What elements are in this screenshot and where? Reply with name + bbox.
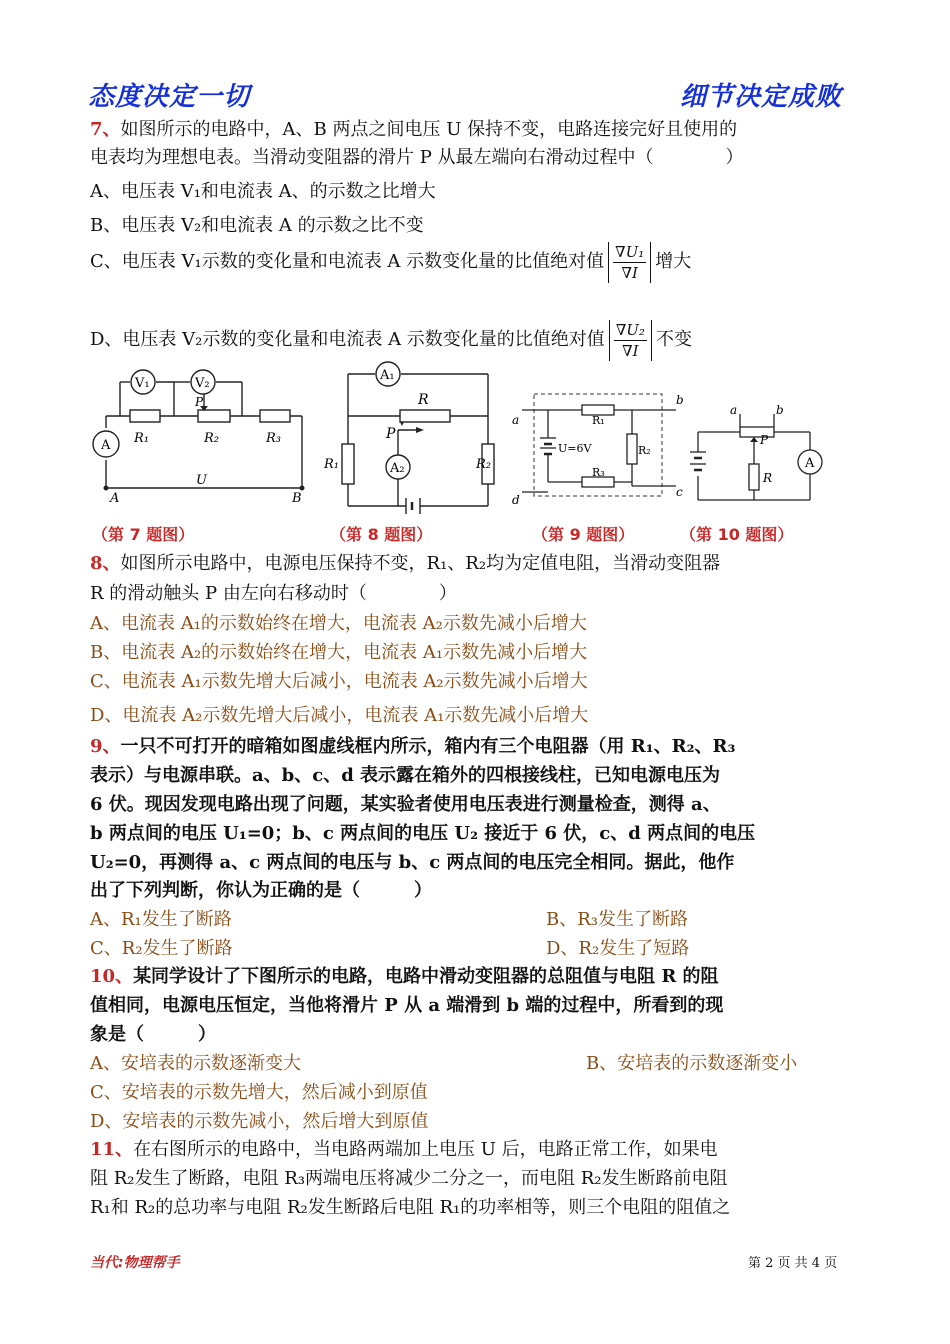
fig7-ammeter-label: A: [101, 438, 111, 453]
q8-option-d: D、电流表 A₂示数先增大后减小，电流表 A₁示数先减小后增大: [90, 705, 589, 726]
q7-option-d-fraction: $\frac{\text{∇U₂}}{\nabla I}$: [609, 320, 652, 361]
fig10-slider-label: P: [760, 433, 769, 447]
q9-number: 9、: [90, 736, 121, 757]
q9-text1: 一只不可打开的暗箱如图虚线框内所示，箱内有三个电阻器（用 R₁、R₂、R₃: [120, 736, 736, 757]
fig10-r-label: R: [763, 471, 773, 485]
q11-line3: R₁和 R₂的总功率与电阻 R₂发生断路后电阻 R₁的功率相等，则三个电阻的阻值之: [90, 1197, 731, 1218]
q10-line2: 值相同，电源电压恒定，当他将滑片 P 从 a 端滑到 b 端的过程中，所看到的现: [90, 995, 724, 1016]
q7-option-d: [90, 318, 692, 362]
figure-9-blackbox: [508, 380, 686, 510]
q11-text1: 在右图所示的电路中，当电路两端加上电压 U 后，电路正常工作，如果电: [133, 1139, 718, 1160]
q9-option-d: D、R₂发生了短路: [546, 938, 690, 959]
fig9-voltage-label: U=6V: [558, 442, 592, 455]
q9-line6: 出了下列判断，你认为正确的是（ ）: [90, 880, 432, 901]
q8-stem-line2: R 的滑动触头 P 由左向右移动时（ ）: [90, 583, 457, 604]
q7-option-d-text: D、电压表 V₂示数的变化量和电流表 A 示数变化量的比值绝对值: [90, 329, 605, 350]
footer-page-number: 第 2 页 共 4 页: [748, 1256, 838, 1271]
q10-number: 10、: [90, 966, 134, 987]
q8-option-b: B、电流表 A₂的示数始终在增大，电流表 A₁示数先减小后增大: [90, 642, 588, 663]
fig7-terminal-a: A: [110, 491, 120, 506]
fig9-terminal-a: a: [512, 413, 520, 427]
fig7-voltage-label: U: [196, 473, 207, 488]
q9-option-a: A、R₁发生了断路: [90, 909, 232, 930]
fig8-r-label: R: [418, 392, 429, 408]
fig9-terminal-d: d: [512, 493, 520, 507]
q7-stem-line1: [90, 116, 737, 144]
fig9-r2-label: R₂: [638, 444, 651, 457]
fig7-slider-label: P: [195, 395, 204, 409]
q8-number: 8、: [90, 553, 121, 574]
caption-figure-8: （第 8 题图）: [330, 525, 433, 544]
q10-option-d: D、安培表的示数先减小，然后增大到原值: [90, 1111, 429, 1132]
q10-option-c: C、安培表的示数先增大，然后减小到原值: [90, 1082, 428, 1103]
fig9-terminal-b: b: [676, 393, 684, 407]
fig7-v1-label: V₁: [135, 376, 150, 391]
fig10-ammeter-label: A: [805, 456, 815, 471]
q7-option-c: [90, 240, 691, 284]
q7-option-c-fraction: $\frac{\text{∇U₁}}{\nabla I}$: [608, 242, 651, 283]
fig7-r3-label: R₃: [266, 431, 281, 446]
header-motto-left: 态度决定一切: [88, 82, 251, 112]
q8-stem-line1: [90, 550, 720, 578]
fig9-terminal-c: c: [676, 485, 683, 499]
q7-stem1: 如图所示的电路中，A、B 两点之间电压 U 保持不变，电路连接完好且使用的: [120, 119, 738, 140]
figure-10-circuit: [688, 402, 833, 512]
header-motto-right: 细节决定成败: [680, 82, 843, 112]
q9-line1: [90, 733, 735, 761]
fig7-terminal-b: B: [292, 491, 302, 506]
q9-option-c: C、R₂发生了断路: [90, 938, 233, 959]
fig7-r1-label: R₁: [134, 431, 149, 446]
fig7-v2-label: V₂: [195, 376, 210, 391]
q7-option-b: B、电压表 V₂和电流表 A 的示数之比不变: [90, 215, 424, 236]
fig8-a2-label: A₂: [390, 461, 405, 476]
q11-number: 11、: [90, 1139, 134, 1160]
q7-option-c-tail: 增大: [655, 251, 692, 272]
q11-line1: [90, 1136, 718, 1164]
q7-stem-line2: 电表均为理想电表。当滑动变阻器的滑片 P 从最左端向右滑动过程中（ ）: [90, 147, 744, 168]
fig10-terminal-b: b: [776, 403, 784, 417]
q7-number: 7、: [90, 119, 121, 140]
q10-text1: 某同学设计了下图所示的电路，电路中滑动变阻器的总阻值与电阻 R 的阻: [133, 966, 719, 987]
q9-line3: 6 伏。现因发现电路出现了问题，某实验者使用电压表进行测量检查，测得 a、: [90, 794, 721, 815]
q8-option-a: A、电流表 A₁的示数始终在增大，电流表 A₂示数先减小后增大: [90, 613, 587, 634]
q7-option-c-text: C、电压表 V₁示数的变化量和电流表 A 示数变化量的比值绝对值: [90, 251, 605, 272]
fig10-terminal-a: a: [730, 403, 738, 417]
q10-option-b: B、安培表的示数逐渐变小: [586, 1053, 798, 1074]
footer-brand: 当代:物理帮手: [90, 1255, 180, 1271]
fig8-r2-label: R₂: [476, 457, 491, 472]
fig8-r1-label: R₁: [324, 457, 339, 472]
caption-figure-7: （第 7 题图）: [92, 525, 195, 544]
q9-line2: 表示）与电源串联。a、b、c、d 表示露在箱外的四根接线柱，已知电源电压为: [90, 765, 721, 786]
figure-8-circuit: [320, 360, 505, 520]
fig9-r3-label: R₃: [592, 466, 605, 479]
q10-line1: [90, 963, 719, 991]
q7-option-d-tail: 不变: [655, 329, 692, 350]
q7-option-a: A、电压表 V₁和电流表 A、的示数之比增大: [90, 181, 436, 202]
q10-line3: 象是（ ）: [90, 1024, 216, 1045]
q9-line5: U₂=0，再测得 a、c 两点间的电压与 b、c 两点间的电压完全相同。据此，他作: [90, 852, 735, 873]
caption-figure-9: （第 9 题图）: [532, 525, 635, 544]
q9-option-b: B、R₃发生了断路: [546, 909, 688, 930]
caption-figure-10: （第 10 题图）: [680, 525, 794, 544]
fig9-r1-label: R₁: [592, 414, 605, 427]
q10-option-a: A、安培表的示数逐渐变大: [90, 1053, 301, 1074]
q9-line4: b 两点间的电压 U₁=0；b、c 两点间的电压 U₂ 接近于 6 伏，c、d 两点间的电压: [90, 823, 756, 844]
fig7-r2-label: R₂: [204, 431, 219, 446]
fig8-slider-label: P: [386, 426, 396, 442]
q8-option-c: C、电流表 A₁示数先增大后减小，电流表 A₂示数先减小后增大: [90, 671, 588, 692]
fig8-a1-label: A₁: [380, 368, 395, 383]
figure-7-circuit: [92, 368, 314, 508]
q11-line2: 阻 R₂发生了断路，电阻 R₃两端电压将减少二分之一，而电阻 R₂发生断路前电阻: [90, 1168, 728, 1189]
q8-stem1: 如图所示电路中，电源电压保持不变，R₁、R₂均为定值电阻，当滑动变阻器: [120, 553, 721, 574]
